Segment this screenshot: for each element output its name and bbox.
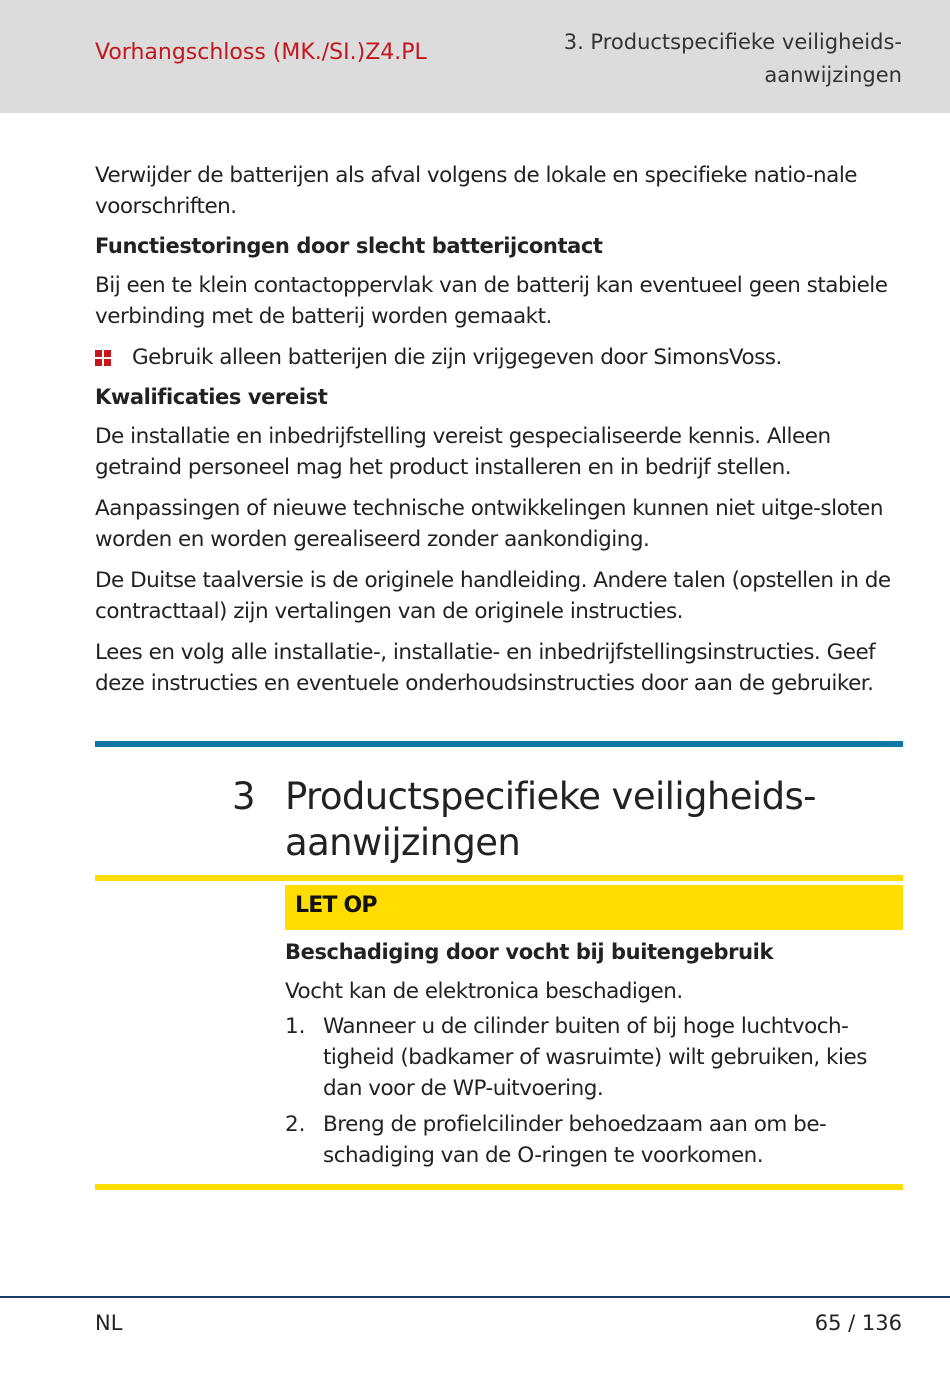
paragraph-battery-contact: Bij een te klein contactoppervlak van de batterij kan eventueel geen stabiele verbinding met de batterij worden gemaakt. xyxy=(95,273,888,329)
paragraph-language: De Duitse taalversie is de originele handleiding. Andere talen (opstellen in de contracttaal) zijn vertalingen van de originele instructies. xyxy=(95,568,891,624)
footer-language: NL xyxy=(95,1311,123,1335)
section-title xyxy=(502,26,902,92)
list-item-text: Breng de profielcilinder behoedzaam aan om be-schadiging van de O-ringen te voorkomen. xyxy=(323,1112,827,1168)
bullet-text: Gebruik alleen batterijen die zijn vrijgegeven door SimonsVoss. xyxy=(132,345,782,370)
notice-intro: Vocht kan de elektronica beschadigen. xyxy=(285,979,683,1004)
paragraph-installation: De installatie en inbedrijfstelling vereist gespecialiseerde kennis. Alleen getraind personeel mag het product installeren en in bedrijf stellen. xyxy=(95,424,831,480)
notice-banner xyxy=(285,885,903,930)
notice-content xyxy=(285,938,903,1176)
paragraph-disposal: Verwijder de batterijen als afval volgens de lokale en specifieke natio-nale voorschriften. xyxy=(95,163,858,219)
notice-bottom-rule xyxy=(95,1184,903,1190)
section-title-line2: aanwijzingen xyxy=(764,63,902,87)
notice-label: LET OP xyxy=(295,893,377,918)
list-item-number: 1. xyxy=(285,1014,306,1039)
page-header xyxy=(0,0,950,113)
list-item xyxy=(285,1011,903,1104)
list-item-text: Wanneer u de cilinder buiten of bij hoge luchtvoch-tigheid (badkamer of wasruimte) wilt gebruiken, kies dan voor de WP-uitvoering. xyxy=(323,1014,867,1101)
paragraph-instructions: Lees en volg alle installatie-, installatie- en inbedrijfstellingsinstructies. Geef deze instructies en eventuele onderhoudsinstructies door aan de gebruiker. xyxy=(95,640,876,696)
list-item-number: 2. xyxy=(285,1112,306,1137)
chapter-title-line1: Productspecifieke veiligheids- xyxy=(285,775,816,818)
footer-divider xyxy=(0,1296,950,1298)
chapter-title-line2: aanwijzingen xyxy=(285,821,521,864)
page-number: 65 / 136 xyxy=(814,1311,902,1335)
paragraph-changes: Aanpassingen of nieuwe technische ontwikkelingen kunnen niet uitge-sloten worden en worden gerealiseerd zonder aankondiging. xyxy=(95,496,884,552)
notice-heading: Beschadiging door vocht bij buitengebruik xyxy=(285,940,774,964)
product-title: Vorhangschloss (MK./SI.)Z4.PL xyxy=(95,40,427,65)
bullet-item xyxy=(95,342,905,373)
bullet-squares-icon xyxy=(95,350,111,366)
body-content xyxy=(95,160,905,709)
heading-qualifications: Kwalificaties vereist xyxy=(95,385,328,409)
heading-battery-contact: Functiestoringen door slecht batterijcontact xyxy=(95,234,603,258)
chapter-divider xyxy=(95,741,903,747)
chapter-title xyxy=(285,774,905,866)
list-item xyxy=(285,1109,903,1171)
chapter-number: 3 xyxy=(232,775,256,818)
section-title-line1: 3. Productspecifieke veiligheids- xyxy=(563,30,902,54)
notice-top-rule xyxy=(95,875,903,881)
